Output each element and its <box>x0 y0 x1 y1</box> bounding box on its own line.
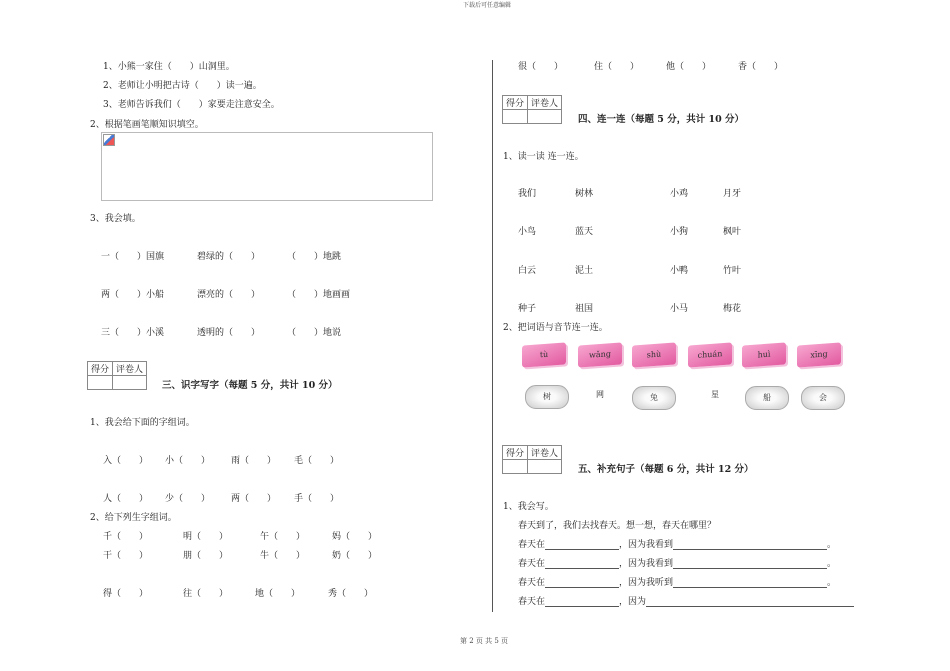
match-r3-c1: 白云 <box>518 266 537 276</box>
match-r4-c4: 梅花 <box>723 304 742 314</box>
match-r3-c4: 竹叶 <box>723 266 742 276</box>
answer-blank[interactable] <box>545 587 619 588</box>
answer-blank[interactable] <box>545 549 619 550</box>
s5-line-mid: ，因为我看到 <box>619 559 674 569</box>
s3-r1-c3: 雨（ ） <box>231 456 277 466</box>
q2-label: 2、根据笔画笔顺知识填空。 <box>90 120 204 130</box>
score-table-s3 <box>87 361 147 390</box>
score-table-s5 <box>502 445 562 474</box>
q1-line-1: 1、小熊一家住（ ）山洞里。 <box>103 62 235 72</box>
score-label: 得分 <box>503 96 528 110</box>
s5-q1-label: 1、我会写。 <box>503 502 554 512</box>
pinyin-card[interactable]: chuán <box>688 342 732 367</box>
section4-title: 四、连一连（每题 5 分，共计 10 分） <box>578 114 745 125</box>
pinyin-card[interactable]: huì <box>742 342 786 367</box>
s3-g-r2-c2: 朋（ ） <box>183 551 229 561</box>
match-r4-c2: 祖国 <box>575 304 594 314</box>
match-r1-c4: 月牙 <box>723 189 742 199</box>
word-item[interactable]: 星 <box>711 390 719 399</box>
s3-r2-c1: 人（ ） <box>103 494 149 504</box>
word-cushion[interactable]: 树 <box>525 385 569 409</box>
s3-r2-c2: 少（ ） <box>165 494 211 504</box>
s3-r2-c3: 两（ ） <box>231 494 277 504</box>
q1-line-3: 3、老师告诉我们（ ）家要走注意安全。 <box>103 100 280 110</box>
s5-line-4 <box>518 594 854 607</box>
match-r1-c3: 小鸡 <box>670 189 689 199</box>
top-row-3: 他（ ） <box>666 62 712 72</box>
match-r3-c2: 泥土 <box>575 266 594 276</box>
answer-blank[interactable] <box>673 587 827 588</box>
match-r4-c1: 种子 <box>518 304 537 314</box>
word-cushion[interactable]: 兔 <box>632 386 676 410</box>
s5-line-3 <box>518 575 836 588</box>
grader-label: 评卷人 <box>113 362 147 376</box>
word-item[interactable]: 网 <box>596 390 604 399</box>
pinyin-card[interactable]: xīng <box>797 342 841 367</box>
word-cushion[interactable]: 船 <box>745 386 789 410</box>
s3-g-r1-c1: 千（ ） <box>103 532 149 542</box>
q3-r2-c3: （ ）地画画 <box>287 290 351 300</box>
match-r2-c1: 小鸟 <box>518 227 537 237</box>
answer-blank[interactable] <box>545 606 619 607</box>
s3-g-r3-c2: 往（ ） <box>183 589 229 599</box>
s3-g-r2-c3: 牛（ ） <box>260 551 306 561</box>
broken-image-icon <box>103 134 115 146</box>
s5-line-mid: ，因为我看到 <box>619 540 674 550</box>
score-label: 得分 <box>88 362 113 376</box>
match-r2-c4: 枫叶 <box>723 227 742 237</box>
q3-r3-c3: （ ）地说 <box>287 328 342 338</box>
top-row-2: 住（ ） <box>594 62 640 72</box>
match-r3-c3: 小鸭 <box>670 266 689 276</box>
header-note: 下载后可任意编辑 <box>463 2 512 9</box>
match-r1-c2: 树林 <box>575 189 594 199</box>
section3-title: 三、识字写字（每题 5 分，共计 10 分） <box>162 380 338 391</box>
q3-r1-c3: （ ）地跳 <box>287 252 342 262</box>
s4-q1-label: 1、读一读 连一连。 <box>503 152 584 162</box>
s3-g-r3-c4: 秀（ ） <box>328 589 374 599</box>
q3-r2-c1: 两（ ）小船 <box>101 290 165 300</box>
top-row-1: 很（ ） <box>518 62 564 72</box>
q3-r1-c2: 碧绿的（ ） <box>197 252 261 262</box>
s3-g-r1-c4: 妈（ ） <box>332 532 378 542</box>
answer-blank[interactable] <box>673 568 827 569</box>
s5-line-end: 。 <box>827 559 837 569</box>
s3-g-r3-c1: 得（ ） <box>103 589 149 599</box>
s3-q2-label: 2、给下列生字组词。 <box>90 513 177 523</box>
match-r2-c3: 小狗 <box>670 227 689 237</box>
s5-line-lead: 春天在 <box>518 578 546 588</box>
q1-line-2: 2、老师让小明把古诗（ ）读一遍。 <box>103 81 262 91</box>
score-label: 得分 <box>503 446 528 460</box>
match-r1-c1: 我们 <box>518 189 537 199</box>
grader-label: 评卷人 <box>528 446 562 460</box>
s3-r1-c1: 入（ ） <box>103 456 149 466</box>
match-r4-c3: 小马 <box>670 304 689 314</box>
answer-blank[interactable] <box>545 568 619 569</box>
s5-line-mid: ，因为 <box>619 597 647 607</box>
grader-label: 评卷人 <box>528 96 562 110</box>
s5-line-lead: 春天在 <box>518 559 546 569</box>
q3-label: 3、我会填。 <box>90 214 141 224</box>
s4-q2-label: 2、把词语与音节连一连。 <box>503 323 608 333</box>
top-row-4: 香（ ） <box>738 62 784 72</box>
s5-line-lead: 春天在 <box>518 540 546 550</box>
score-table-s4 <box>502 95 562 124</box>
pinyin-card[interactable]: shù <box>632 342 676 367</box>
column-divider <box>492 60 493 612</box>
s3-g-r3-c3: 地（ ） <box>255 589 301 599</box>
q3-r1-c1: 一（ ）国旗 <box>101 252 165 262</box>
s5-line-end: 。 <box>827 540 837 550</box>
s5-line-mid: ，因为我听到 <box>619 578 674 588</box>
word-cushion[interactable]: 会 <box>801 386 845 410</box>
s3-r1-c4: 毛（ ） <box>294 456 340 466</box>
s3-g-r2-c1: 干（ ） <box>103 551 149 561</box>
page-footer: 第 2 页 共 5 页 <box>460 637 509 645</box>
q3-r3-c1: 三（ ）小溪 <box>101 328 165 338</box>
s3-r1-c2: 小（ ） <box>165 456 211 466</box>
s5-prompt: 春天到了，我们去找春天。想一想，春天在哪里？ <box>518 521 717 531</box>
s3-g-r1-c2: 明（ ） <box>183 532 229 542</box>
s3-g-r2-c4: 奶（ ） <box>332 551 378 561</box>
s5-line-end: 。 <box>827 578 837 588</box>
stroke-order-box <box>101 132 433 201</box>
answer-blank[interactable] <box>673 549 827 550</box>
s3-g-r1-c3: 午（ ） <box>260 532 306 542</box>
q3-r3-c2: 透明的（ ） <box>197 328 261 338</box>
s3-q1-label: 1、我会给下面的字组词。 <box>90 418 195 428</box>
answer-blank[interactable] <box>646 606 854 607</box>
pinyin-card[interactable]: wǎng <box>578 342 622 367</box>
s5-line-lead: 春天在 <box>518 597 546 607</box>
section5-title: 五、补充句子（每题 6 分，共计 12 分） <box>578 464 754 475</box>
s3-r2-c4: 手（ ） <box>294 494 340 504</box>
pinyin-card[interactable]: tù <box>522 342 566 367</box>
match-r2-c2: 蓝天 <box>575 227 594 237</box>
s5-line-1 <box>518 537 836 550</box>
s5-line-2 <box>518 556 836 569</box>
q3-r2-c2: 漂亮的（ ） <box>197 290 261 300</box>
